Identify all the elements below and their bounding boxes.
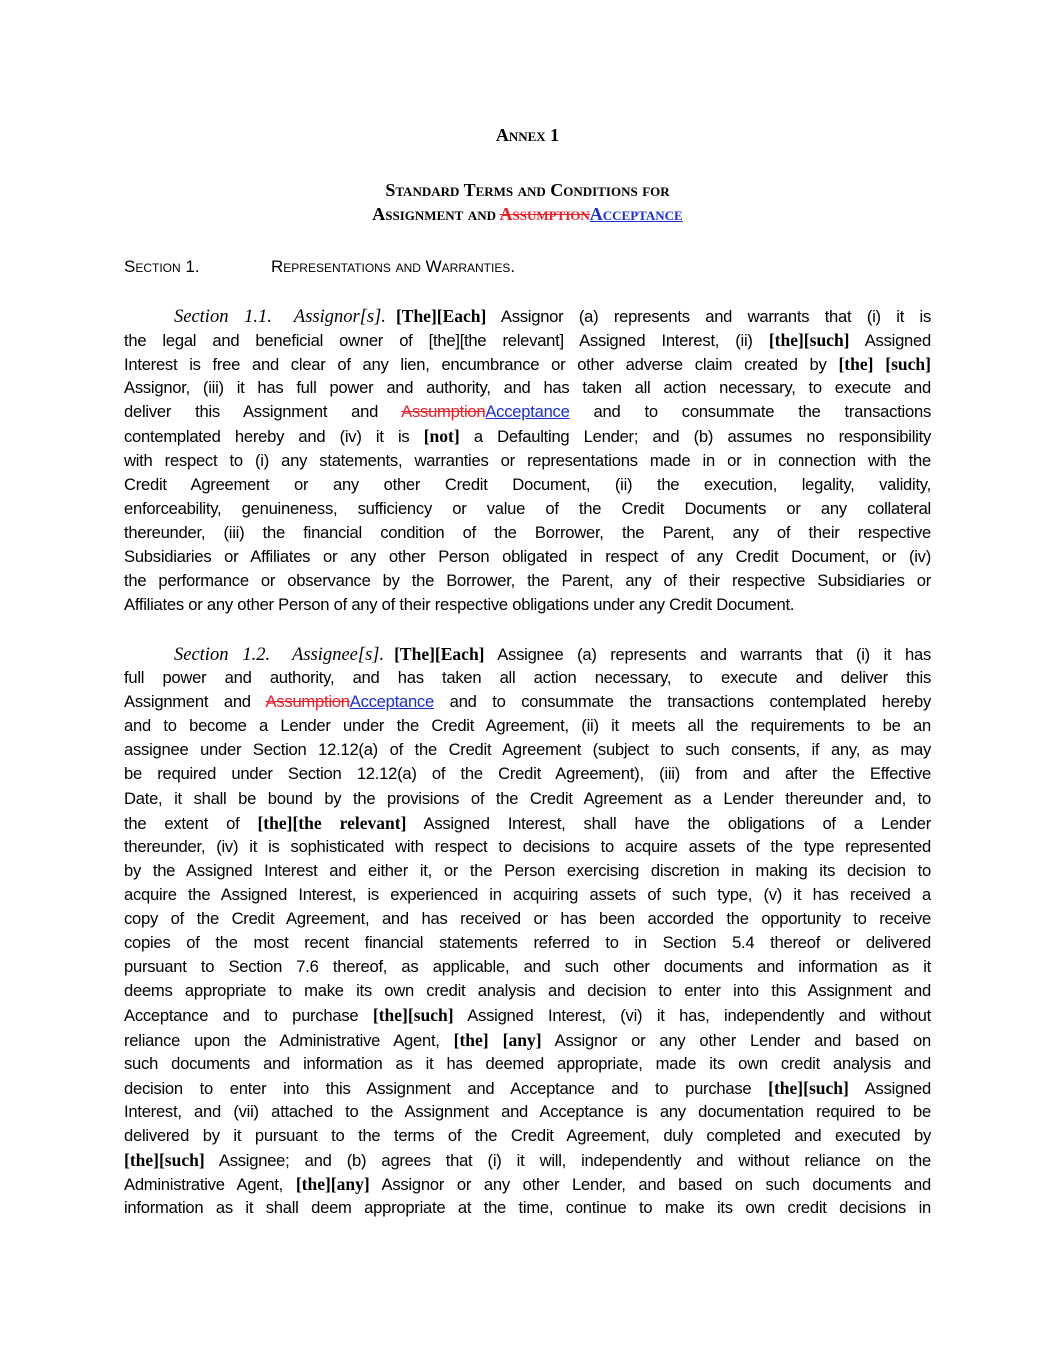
- bracketed-option: [the][such]: [372, 1005, 454, 1026]
- text-run: Assigned Interest, (vi) it has, independently and without: [453, 1006, 931, 1026]
- annex-heading: Annex 1: [495, 125, 560, 145]
- text-line: [124, 883, 931, 907]
- text-run: the extent of: [124, 813, 258, 833]
- text-run: Subsidiaries or Affiliates or any other Person obligated in respect of any Credit Document, or (iv): [124, 546, 931, 566]
- text-line: [124, 304, 931, 328]
- text-run: full power and authority, and has taken all action necessary, to execute and deliver this: [124, 668, 931, 688]
- text-run: Assignment and: [124, 692, 266, 712]
- text-run: and to consummate the transactions contemplated hereby: [433, 692, 931, 712]
- text-line: [124, 545, 931, 569]
- inserted-text: Acceptance: [589, 204, 683, 224]
- text-run: thereunder, (iv) it is sophisticated with respect to decisions to acquire assets of the type represented: [124, 836, 931, 856]
- text-line: [124, 497, 931, 521]
- bracketed-option: [The][Each]: [395, 306, 487, 326]
- text-line: [124, 859, 931, 883]
- deleted-text: Assumption: [265, 692, 350, 712]
- text-run: a Defaulting Lender; and (b) assumes no responsibility: [459, 427, 931, 447]
- text-line: [124, 1100, 931, 1124]
- text-run: copies of the most recent financial statements referred to in Section 5.4 thereof or delivered: [124, 933, 931, 953]
- text-run: Interest, and (vii) attached to the Assignment and Acceptance is any documentation required to be: [124, 1101, 931, 1121]
- text-run: Assigned Interest, shall have the obligations of a Lender: [406, 813, 931, 833]
- text-line: [124, 376, 931, 400]
- text-run: Affiliates or any other Person of any of their respective obligations under any Credit Document.: [124, 595, 795, 615]
- text-line: [124, 521, 931, 545]
- text-run: and to become a Lender under the Credit Agreement, (ii) it meets all the requirements to be an: [124, 716, 931, 736]
- bracketed-option: [the][the relevant]: [257, 812, 407, 833]
- text-run: information as it shall deem appropriate at the time, continue to make its own credit decisions in: [124, 1198, 931, 1218]
- text-line: [124, 690, 931, 714]
- text-line: [124, 1028, 931, 1052]
- deleted-text: Assumption: [401, 402, 486, 422]
- text-run: copy of the Credit Agreement, and has received or has been accorded the opportunity to receive: [124, 909, 931, 929]
- text-run: assignee under Section 12.12(a) of the Credit Agreement (subject to such consents, if any, as may: [124, 740, 931, 760]
- bracketed-option: [the] [such]: [838, 354, 931, 375]
- text-line: [124, 738, 931, 762]
- bracketed-option: [the][such]: [768, 1077, 849, 1098]
- bracketed-option: [not]: [423, 426, 460, 447]
- text-line: [124, 979, 931, 1003]
- text-line: [124, 762, 931, 786]
- text-run: Interest is free and clear of any lien, encumbrance or other adverse claim created by: [124, 355, 839, 375]
- text-run: Assignee (a) represents and warrants that (i) it has: [484, 645, 931, 664]
- text-line: [124, 1172, 931, 1196]
- text-run: Date, it shall be bound by the provisions of the Credit Agreement as a Lender thereunder and, to: [124, 788, 931, 808]
- paragraph-section-1-2: [124, 642, 931, 1220]
- text-line: [124, 1148, 931, 1172]
- text-line: [124, 1196, 931, 1220]
- text-line: [124, 473, 931, 497]
- text-run: Acceptance and to purchase: [124, 1006, 373, 1026]
- text-line: [124, 642, 931, 666]
- text-line: [124, 811, 931, 835]
- text-line: [124, 593, 931, 617]
- text-run: such documents and information as it has deemed appropriate, made its own credit analysis and: [124, 1053, 931, 1073]
- text-line: [124, 328, 931, 352]
- text-run: Assigned: [849, 331, 931, 351]
- text-run: and to consummate the transactions: [569, 402, 931, 422]
- text-line: [124, 352, 931, 376]
- text-line: [124, 835, 931, 859]
- text-run: Assignor or any other Lender and based on: [541, 1030, 931, 1050]
- text-run: Assigned: [848, 1078, 931, 1098]
- inserted-text: Acceptance: [485, 402, 570, 422]
- text-run: acquire the Assigned Interest, is experienced in acquiring assets of such type, (v) it has received a: [124, 884, 931, 904]
- text-run: decision to enter into this Assignment and Acceptance and to purchase: [124, 1078, 769, 1098]
- text-run: deliver this Assignment and: [124, 402, 402, 422]
- document-title-line2: [0, 204, 1055, 225]
- text-line: [124, 1052, 931, 1076]
- text-run: deems appropriate to make its own credit analysis and decision to enter into this Assignment and: [124, 981, 931, 1001]
- bracketed-option: [the] [any]: [453, 1029, 542, 1050]
- deleted-text: Assumption: [499, 204, 590, 224]
- text-line: [124, 955, 931, 979]
- text-run: by the Assigned Interest and either it, or the Person exercising discretion in making its decision to: [124, 860, 931, 880]
- text-run: contemplated hereby and (iv) it is: [124, 427, 424, 447]
- text-run: enforceability, genuineness, sufficiency or value of the Credit Documents or any collateral: [124, 498, 931, 518]
- text-line: [124, 666, 931, 690]
- paragraph-section-1-1: [124, 304, 931, 617]
- section-heading: [124, 257, 516, 277]
- text-line: [124, 569, 931, 593]
- text-line: [124, 424, 931, 448]
- text-run: delivered by it pursuant to the terms of the Credit Agreement, duly completed and executed by: [124, 1125, 931, 1145]
- text-run: be required under Section 12.12(a) of the Credit Agreement), (iii) from and after the Effective: [124, 764, 931, 784]
- section-number: Section 1.: [124, 257, 200, 276]
- text-run: the performance or observance by the Borrower, the Parent, any of their respective Subsidiaries or: [124, 571, 931, 591]
- bracketed-option: [The][Each]: [394, 644, 485, 664]
- bracketed-option: [the][such]: [124, 1149, 205, 1170]
- text-run: Assignor, (iii) it has full power and authority, and has taken all action necessary, to execute and: [124, 378, 931, 398]
- text-line: [124, 931, 931, 955]
- inserted-text: Acceptance: [349, 692, 434, 712]
- title-text: Assignment and: [372, 204, 500, 224]
- section-caption: Section 1.2.: [174, 645, 271, 665]
- text-line: [124, 1124, 931, 1148]
- section-caption: Assignee[s].: [292, 645, 385, 665]
- text-line: [124, 1003, 931, 1027]
- text-run: reliance upon the Administrative Agent,: [124, 1030, 454, 1050]
- text-line: [124, 400, 931, 424]
- section-caption: Assignor[s].: [293, 307, 386, 327]
- text-run: Administrative Agent,: [124, 1175, 296, 1195]
- document-title-line1: Standard Terms and Conditions for: [385, 180, 670, 200]
- text-run: pursuant to Section 7.6 thereof, as applicable, and such other documents and information as it: [124, 957, 931, 977]
- text-line: [124, 714, 931, 738]
- text-run: the legal and beneficial owner of [the][the relevant] Assigned Interest, (ii): [124, 331, 769, 351]
- text-line: [124, 907, 931, 931]
- text-run: Credit Agreement or any other Credit Document, (ii) the execution, legality, validity,: [124, 474, 931, 494]
- section-title: Representations and Warranties.: [271, 257, 516, 276]
- bracketed-option: [the][such]: [768, 330, 850, 351]
- text-run: thereunder, (iii) the financial condition of the Borrower, the Parent, any of their respective: [124, 522, 931, 542]
- text-line: [124, 449, 931, 473]
- text-run: with respect to (i) any statements, warranties or representations made in or in connection with the: [124, 450, 931, 470]
- text-run: Assignor (a) represents and warrants that (i) it is: [486, 307, 931, 326]
- text-run: Assignee; and (b) agrees that (i) it will, independently and without reliance on the: [204, 1150, 931, 1170]
- bracketed-option: [the][any]: [295, 1174, 370, 1195]
- section-caption: Section 1.1.: [174, 307, 272, 327]
- text-run: Assignor or any other Lender, and based on such documents and: [369, 1175, 931, 1195]
- text-line: [124, 787, 931, 811]
- text-line: [124, 1076, 931, 1100]
